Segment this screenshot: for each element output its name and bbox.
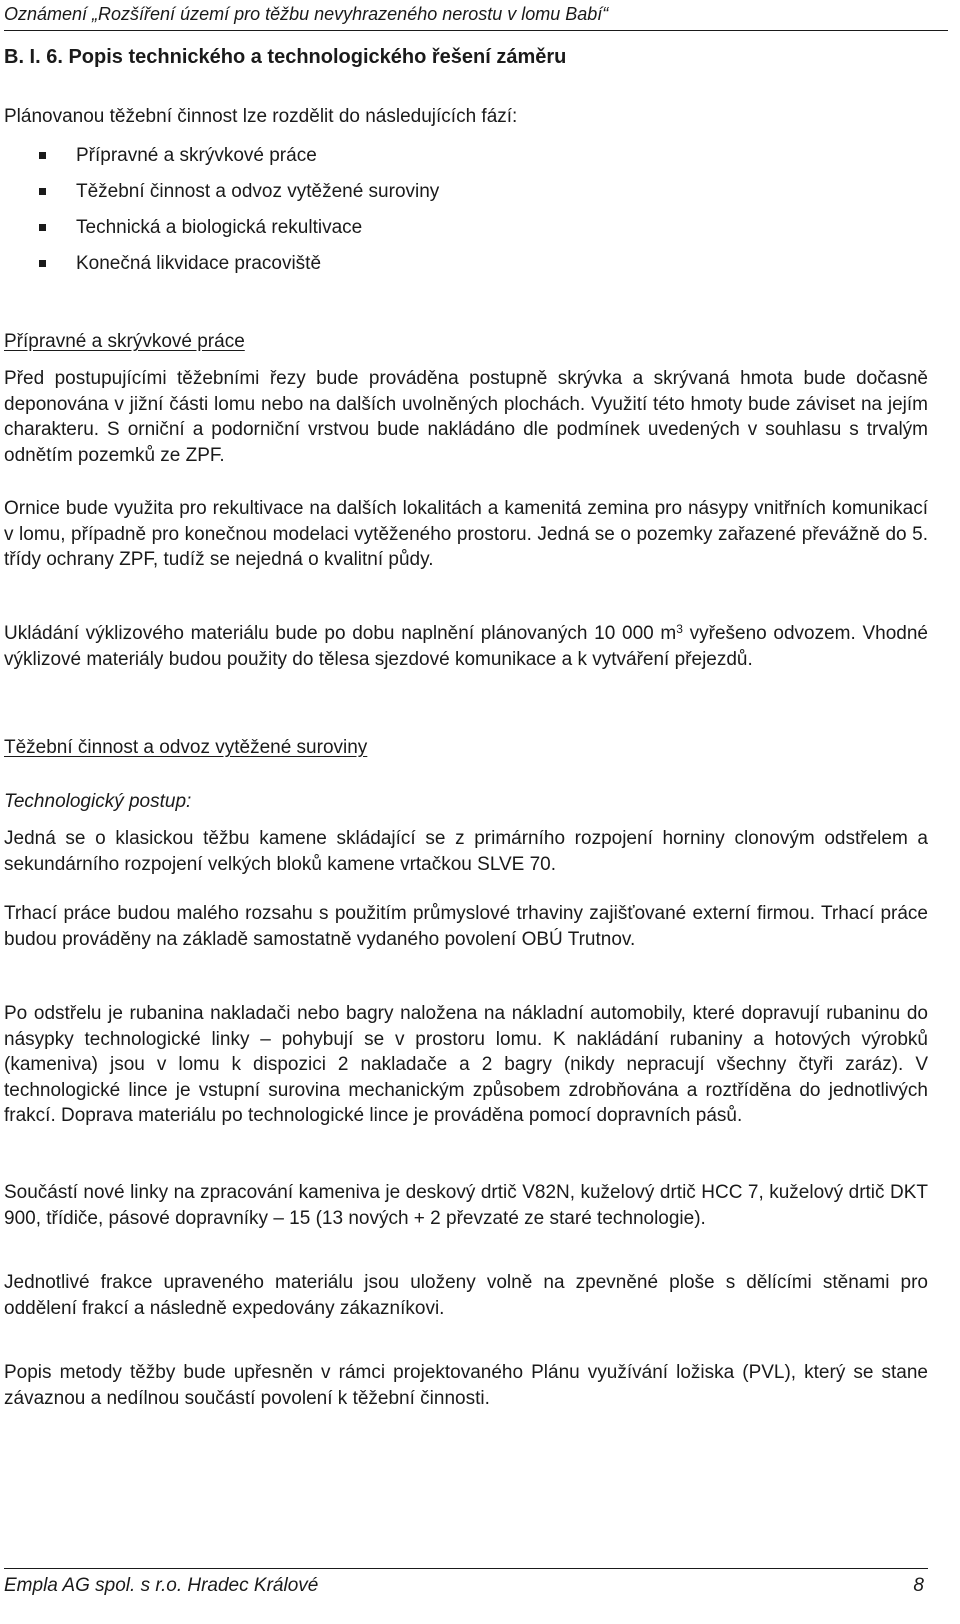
disposal-text: vyřešeno odvozem. Vhodné výklizové materiály budou použity do tělesa sjezdové komunikace a k vytváření přejezdů. <box>4 623 928 670</box>
mining-paragraph-6: Popis metody těžby bude upřesněn v rámci projektovaného Plánu využívání ložiska (PVL), který se stane závaznou a nedílnou součástí povolení k těžební činnosti. <box>4 1362 928 1409</box>
mining-paragraph-4: Součástí nové linky na zpracování kameniva je deskový drtič V82N, kuželový drtič HCC 7, kuželový drtič DKT 900, třídiče, pásové dopravníky – 15 (13 nových + 2 převzaté ze staré technologie). <box>4 1182 928 1229</box>
phase-list <box>4 138 439 282</box>
phase-label: Technická a biologická rekultivace <box>76 217 363 238</box>
section-title: B. I. 6. Popis technického a technologického řešení záměru <box>4 46 567 68</box>
phase-label: Těžební činnost a odvoz vytěžené suroviny <box>76 181 440 202</box>
page-number: 8 <box>913 1575 924 1596</box>
phase-list-item <box>4 246 439 282</box>
cubic-superscript: 3 <box>676 622 683 636</box>
mining-paragraph-5: Jednotlivé frakce upraveného materiálu jsou uloženy volně na zpevněné ploše s dělícími stěnami pro oddělení frakcí a následně expedovány zákazníkovi. <box>4 1272 928 1319</box>
preparation-paragraph-1: Před postupujícími těžebními řezy bude prováděna postupně skrývka a skrývaná hmota bude dočasně deponována v jižní části lomu nebo na dalších uvolněných plochách. Využití této hmoty bude záviset na jejím charakteru. S orniční a podorniční vrstvou bude nakládáno dle podmínek uvedených v souhlasu s trvalým odnětím pozemků ze ZPF. <box>4 368 928 466</box>
footer-company: Empla AG spol. s r.o. Hradec Králové <box>4 1575 319 1596</box>
phase-label: Přípravné a skrývkové práce <box>76 145 317 166</box>
phase-list-item <box>4 210 439 246</box>
phase-list-item <box>4 174 439 210</box>
page-footer <box>4 1568 928 1599</box>
square-bullet-icon <box>39 152 46 159</box>
square-bullet-icon <box>39 188 46 195</box>
volume-text: Ukládání výklizového materiálu bude po dobu naplnění plánovaných 10 000 m <box>4 623 677 644</box>
intro-paragraph: Plánovanou těžební činnost lze rozdělit do následujících fází: <box>4 106 518 127</box>
phase-list-item <box>4 138 439 174</box>
mining-paragraph-2: Trhací práce budou malého rozsahu s použitím průmyslové trhaviny zajišťované externí firmou. Trhací práce budou prováděny na základě samostatně vydaného povolení OBÚ Trutnov. <box>4 903 928 950</box>
square-bullet-icon <box>39 224 46 231</box>
phase-label: Konečná likvidace pracoviště <box>76 253 322 274</box>
preparation-heading: Přípravné a skrývkové práce <box>4 331 245 352</box>
preparation-paragraph-3 <box>4 621 928 672</box>
mining-paragraph-1: Jedná se o klasickou těžbu kamene skládající se z primárního rozpojení horniny clonovým odstřelem a sekundárního rozpojení velkých bloků kamene vrtačkou SLVE 70. <box>4 828 928 875</box>
technology-subheading: Technologický postup: <box>4 791 192 812</box>
running-header: Oznámení „Rozšíření území pro těžbu nevyhrazeného nerostu v lomu Babí“ <box>4 2 948 31</box>
mining-paragraph-3: Po odstřelu je rubanina nakladači nebo bagry naložena na nákladní automobily, které dopravují rubaninu do násypky technologické linky – pohybují se v prostoru lomu. K nakládání rubaniny a hotových výrobků (kameniva) jsou v lomu k dispozici 2 nakladače a 2 bagry (nikdy nepracují všechny čtyři zaráz). V technologické lince je vstupní surovina mechanickým způsobem zdrobňována a roztříděna do jednotlivých frakcí. Doprava materiálu po technologické lince je prováděna pomocí dopravních pásů. <box>4 1003 928 1126</box>
preparation-paragraph-2: Ornice bude využita pro rekultivace na dalších lokalitách a kamenitá zemina pro násypy vnitřních komunikací v lomu, případně pro konečnou modelaci vytěženého prostoru. Jedná se o pozemky zařazené převážně do 5. třídy ochrany ZPF, tudíž se nejedná o kvalitní půdy. <box>4 498 928 570</box>
mining-heading: Těžební činnost a odvoz vytěžené suroviny <box>4 737 368 758</box>
square-bullet-icon <box>39 260 46 267</box>
